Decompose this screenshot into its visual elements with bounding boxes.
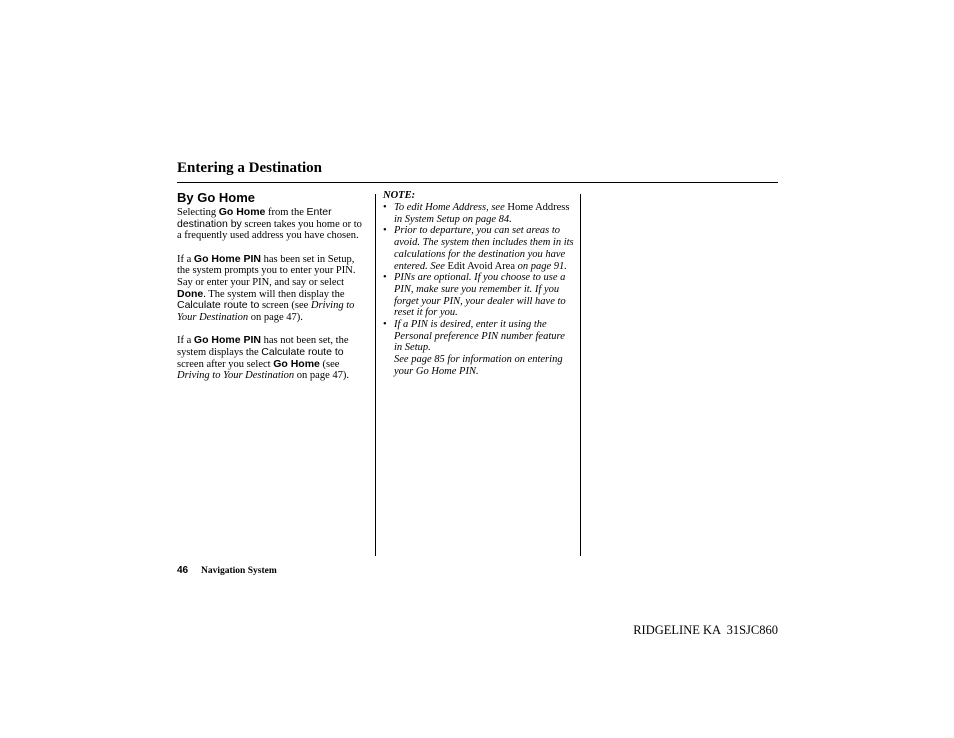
text: See page 85 for information on entering your Go Home PIN. [394, 354, 563, 377]
text: on page 47). [248, 312, 303, 324]
text: . The system will then display the [203, 288, 345, 300]
paragraph-intro [177, 207, 367, 242]
text: on page 91. [515, 260, 567, 272]
title-rule [177, 182, 778, 183]
paragraph-pin-set [177, 254, 367, 324]
subsection-heading: By Go Home [177, 190, 256, 205]
note-item [383, 319, 575, 378]
text: screen after you select [177, 358, 274, 370]
text: If a [177, 253, 194, 265]
note-item [383, 225, 575, 272]
ui-term-calculate-route-to: Calculate route to [261, 346, 344, 359]
text: has been set in Setup, the system prompts you to enter your PIN. Say or enter your PIN, and say or select [177, 253, 356, 289]
ui-term-go-home-pin: Go Home PIN [193, 252, 261, 265]
ui-term-done: Done [177, 287, 204, 300]
text: on page 47). [294, 370, 349, 382]
text: screen takes you home or to a frequently used address you have chosen. [177, 218, 362, 242]
bullet-icon: • [383, 272, 387, 284]
main-column [177, 190, 367, 394]
note-list [383, 202, 575, 378]
column-divider-left [375, 194, 376, 556]
text: screen (see [259, 300, 311, 312]
text: from the [265, 207, 307, 218]
ui-term-go-home: Go Home [273, 357, 320, 370]
text: (see [319, 358, 340, 370]
note-column [383, 190, 575, 378]
note-item [383, 272, 575, 319]
text: Prior to departure, you can set areas to avoid. The system then includes them in its calculations for the destination you have entered. See [394, 225, 574, 272]
reference-driving-to-destination: Driving to Your Destination [177, 300, 355, 324]
ui-term-enter-destination-by: Enter destination by [177, 206, 332, 230]
paragraph-pin-not-set [177, 335, 367, 382]
section-title: Entering a Destination [177, 160, 323, 176]
reference-driving-to-destination: Driving to Your Destination [177, 370, 295, 382]
note-item [383, 202, 575, 225]
text: To edit Home Address, see [394, 202, 508, 213]
text: Selecting [177, 207, 219, 218]
text: has not been set, the system displays the [177, 335, 349, 359]
page-number: 46 [177, 565, 189, 576]
footer-title: Navigation System [201, 566, 277, 576]
bullet-icon: • [383, 319, 387, 331]
ui-term-go-home-pin: Go Home PIN [193, 334, 261, 347]
column-divider-right [580, 194, 581, 556]
text: PINs are optional. If you choose to use a PIN, make sure you remember it. If you forget your PIN, your dealer will have to reset it for you. [394, 272, 566, 319]
text: in System Setup on page 84. [394, 213, 512, 225]
ui-term-calculate-route-to: Calculate route to [177, 299, 260, 312]
bullet-icon: • [383, 225, 387, 237]
document-code: RIDGELINE KA 31SJC860 [633, 623, 778, 637]
reference-edit-avoid-area: Edit Avoid Area [447, 260, 516, 272]
text: If a PIN is desired, enter it using the Personal preference PIN number feature in Setup. [394, 319, 565, 354]
text: If a [177, 335, 194, 347]
ui-term-go-home: Go Home [218, 206, 266, 218]
bullet-icon: • [383, 202, 387, 213]
note-label: NOTE: [383, 190, 416, 201]
reference-home-address: Home Address [507, 202, 570, 213]
